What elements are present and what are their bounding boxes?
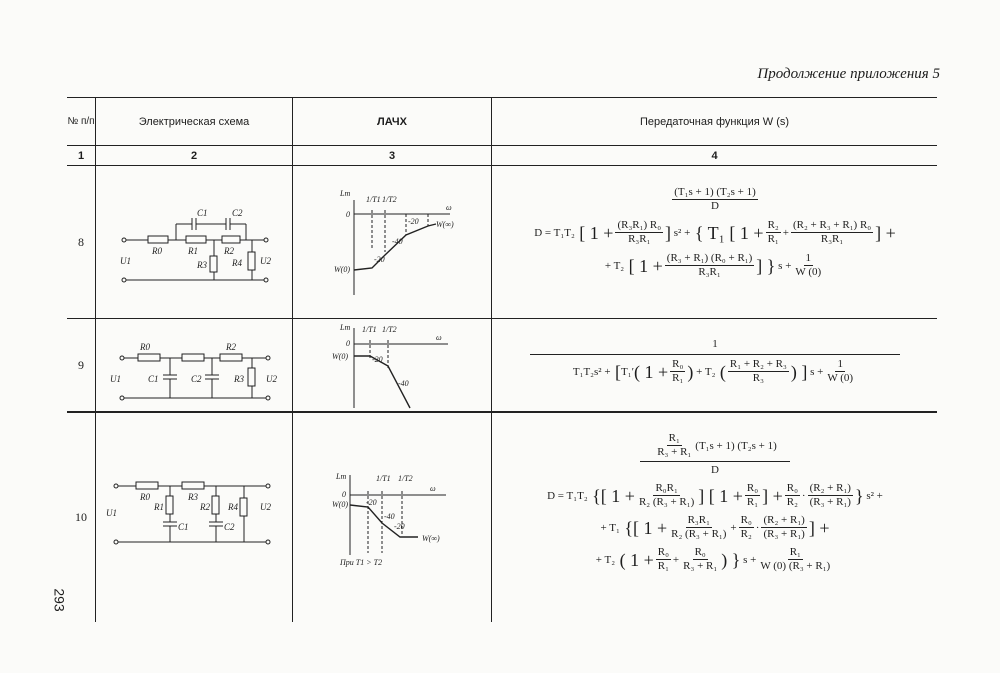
row-10-l1b-den: R₁ bbox=[746, 496, 759, 508]
continuation-title: Продолжение приложения 5 bbox=[757, 66, 940, 82]
row-9-bode-t1: 1/T1 bbox=[362, 325, 377, 334]
row-10-bode-lm: Lm bbox=[336, 472, 347, 481]
row-9-den-a: T₁T₂s² + bbox=[572, 365, 611, 378]
row-8-label-u1: U1 bbox=[120, 256, 131, 266]
row-10-top-b: (T₁s + 1) (T₂s + 1) bbox=[695, 439, 777, 452]
row-10-l2b-den: R₂ bbox=[740, 528, 752, 540]
row-8-l2c-den: W (0) bbox=[795, 266, 822, 278]
row-9-number: 9 bbox=[78, 357, 84, 372]
row-10-l1c-den: R₂ bbox=[786, 496, 798, 508]
row-9-bode-omega: ω bbox=[436, 333, 442, 342]
row-10-l2c-num: (R₂ + R₁) bbox=[763, 514, 805, 526]
row-10-bode-t2: 1/T2 bbox=[398, 474, 413, 483]
header-num-2: 2 bbox=[190, 149, 198, 162]
row-10-l3a-den: R₁ bbox=[657, 560, 669, 572]
row-8-l2c-num: 1 bbox=[805, 252, 812, 264]
row-10-bode-slope3: -20 bbox=[394, 522, 405, 531]
row-10-l1e: s² + bbox=[866, 489, 883, 502]
row-8-circuit-diagram bbox=[100, 190, 290, 300]
row-10-l3d-num: R₁ bbox=[789, 546, 801, 558]
row-8-bode-t2: 1/T2 bbox=[382, 195, 397, 204]
row-8-top-den: D bbox=[711, 200, 719, 212]
row-9-bode-slope2: -40 bbox=[398, 379, 409, 388]
row-10-l3d-den: W (0) (R₃ + R₁) bbox=[760, 560, 831, 572]
row-8-label-r1: R1 bbox=[188, 246, 198, 256]
row-10-l1c-num: R₀ bbox=[786, 482, 798, 494]
header-bode: ЛАЧХ bbox=[377, 115, 407, 128]
page-number: 293 bbox=[51, 588, 68, 612]
row-10-number: 10 bbox=[75, 510, 87, 524]
row-10-l2a-den: R₂ (R₃ + R₁) bbox=[671, 528, 727, 540]
row-8-label-r0: R0 bbox=[152, 246, 162, 256]
header-number: № п/п bbox=[67, 115, 95, 127]
row-8-bode-slope1: -20 bbox=[374, 255, 385, 264]
row-9-num: 1 bbox=[712, 338, 718, 350]
row-8-label-c1: C1 bbox=[197, 208, 208, 218]
row-9-bode-plot bbox=[310, 320, 485, 410]
row-10-line3-lhs: + T₂ bbox=[595, 553, 616, 566]
row-9-label-c2: C2 bbox=[191, 374, 202, 384]
row-8-bode-t1: 1/T1 bbox=[366, 195, 381, 204]
row-9-bode-w0: W(0) bbox=[332, 352, 348, 361]
row-8-bode-omega: ω bbox=[446, 203, 452, 212]
row-8-top-num: (T₁s + 1) (T₂s + 1) bbox=[674, 186, 756, 198]
row-10-circuit-diagram bbox=[100, 470, 290, 550]
row-8-label-r3: R3 bbox=[197, 260, 207, 270]
row-10-l1b-num: R₀ bbox=[746, 482, 759, 494]
row-9-den-g-num: 1 bbox=[837, 358, 843, 370]
row-8-line2-lhs: + T₂ bbox=[604, 259, 625, 272]
row-9-circuit-diagram bbox=[100, 330, 290, 410]
row-9-label-r0: R0 bbox=[140, 342, 150, 352]
row-10-l3c: s + bbox=[743, 553, 757, 566]
header-circuit: Электрическая схема bbox=[138, 115, 250, 128]
header-num-4: 4 bbox=[711, 149, 718, 162]
row-9-den-c-num: R₀ bbox=[672, 358, 684, 370]
row-8-label-u2: U2 bbox=[260, 256, 271, 266]
row-10-label-r0: R0 bbox=[140, 492, 150, 502]
row-10-bode-winf: W(∞) bbox=[422, 534, 440, 543]
header-num-1: 1 bbox=[77, 149, 85, 162]
row-8-l1c-den: R₁ bbox=[767, 233, 779, 245]
row-8-l1a-den: R₃R₁ bbox=[628, 233, 651, 245]
row-10-bode-slope1: -20 bbox=[366, 498, 377, 507]
row-10-label-c2: C2 bbox=[224, 522, 235, 532]
row-10-bode-t1: 1/T1 bbox=[376, 474, 391, 483]
row-10-label-c1: C1 bbox=[178, 522, 189, 532]
row-8-l1d-den: R₃R₁ bbox=[820, 233, 844, 245]
row-10-l3b-den: R₃ + R₁ bbox=[683, 560, 718, 572]
row-8-bode-w0: W(0) bbox=[334, 265, 350, 274]
row-10-line1-lhs: D = T₁T₂ bbox=[547, 489, 588, 502]
row-9-den-f: s + bbox=[810, 365, 824, 378]
header-transfer-function: Передаточная функция W (s) bbox=[639, 115, 790, 128]
row-10-bode-w0: W(0) bbox=[332, 500, 348, 509]
row-8-bode-slope3: -20 bbox=[408, 217, 419, 226]
row-8-label-c2: C2 bbox=[232, 208, 243, 218]
row-8-l1a-num: (R₃R₁) R₀ bbox=[617, 219, 662, 231]
row-9-label-u2: U2 bbox=[266, 374, 277, 384]
row-10-l1d-den: (R₃ + R₁) bbox=[809, 496, 851, 508]
row-10-l1a-den: R₂ (R₃ + R₁) bbox=[638, 496, 695, 508]
row-10-l1a-num: R₀R₁ bbox=[655, 482, 678, 494]
row-10-bode-note: При T1 > T2 bbox=[340, 558, 383, 567]
row-8-bode-winf: W(∞) bbox=[436, 220, 454, 229]
row-9-den-g-den: W (0) bbox=[827, 372, 854, 384]
row-9-transfer-function: 1 T₁T₂s² + [ T₁′ ( 1 + $\frac{\text{R₀}}{\text{R₁}}$ ) + T₂ ( $\frac{\text{R₁ + R₂ + R₃}}{\text{R₃}}$ ) ] s + $\frac{1}{W (0)}$ bbox=[520, 338, 910, 385]
row-10-transfer-function: $\frac{\text{R₁}}{\text{R₃ + R₁}}$ (T₁s + 1) (T₂s + 1) D D = T₁T₂ {[ 1 + $\frac{\text{R₀R₁}}{\text{R₂ (R₃ + R₁)}}$ ] [ 1 + $\frac{\text{R₀}}{\text{R₁}}$ ] + $\frac{\text{R₀}}{\text{R₂}}$ · $\frac{\text{(R₂ + R₁)}}{\text{(R₃ + R₁)}}$ } s² + + T₁ {[ 1 + $\frac{\text{R₃R₁}}{\text{R₂ (R₃ + R₁)}}$ + $\frac{\text{R₀}}{\text{R₂}}$ · $\frac{\text{(R₂ + R₁)}}{\text{(R₃ + R₁)}}$ ] + + T₂ ( 1 + $\frac{\text{R₀}}{\text{R₁}}$ + $\frac{\text{R₀}}{\text{R₃ + R₁}}$ ) } s + $\frac{\text{R₁}}{\text{W (0) (R₃ + R₁)}}$ bbox=[547, 432, 883, 572]
row-8-l1b: s² + bbox=[673, 226, 691, 239]
row-10-label-u2: U2 bbox=[260, 502, 271, 512]
row-8-l2b: s + bbox=[778, 259, 792, 272]
row-9-den-b: T₁′ bbox=[621, 365, 635, 378]
row-10-top-a-num: R₁ bbox=[668, 432, 680, 444]
header-num-3: 3 bbox=[388, 149, 396, 162]
row-10-l2b-num: R₀ bbox=[740, 514, 752, 526]
row-10-label-u1: U1 bbox=[106, 508, 117, 518]
row-10-label-r4: R4 bbox=[228, 502, 238, 512]
row-9-label-u1: U1 bbox=[110, 374, 121, 384]
row-9-label-r2: R2 bbox=[226, 342, 236, 352]
row-9-label-c1: C1 bbox=[148, 374, 159, 384]
row-8-l1c-num: R₂ bbox=[767, 219, 779, 231]
row-9-bode-zero: 0 bbox=[346, 339, 350, 348]
row-10-line2-lhs: + T₁ bbox=[600, 521, 620, 534]
row-9-den-e-num: R₁ + R₂ + R₃ bbox=[729, 358, 787, 370]
row-10-label-r1: R1 bbox=[154, 502, 164, 512]
row-10-l2c-den: (R₃ + R₁) bbox=[763, 528, 805, 540]
row-9-label-r3: R3 bbox=[234, 374, 244, 384]
row-10-label-r2: R2 bbox=[200, 502, 210, 512]
row-10-l2a-num: R₃R₁ bbox=[687, 514, 710, 526]
row-8-number: 8 bbox=[78, 234, 84, 249]
row-8-bode-slope2: -40 bbox=[392, 237, 403, 246]
row-10-top-a-den: R₃ + R₁ bbox=[657, 446, 692, 458]
row-8-line1-lhs: D = T₁T₂ bbox=[534, 226, 575, 239]
row-8-l2a-num: (R₃ + R₁) (R₀ + R₁) bbox=[666, 252, 753, 264]
row-8-l2a-den: R₃R₁ bbox=[698, 266, 721, 278]
row-10-l3b-num: R₀ bbox=[694, 546, 706, 558]
row-8-bode-zero: 0 bbox=[346, 210, 350, 219]
row-10-bode-omega: ω bbox=[430, 484, 436, 493]
row-8-transfer-function: $\frac{\text{(T₁s + 1) (T₂s + 1)}}{D}$ D = T₁T₂ [ 1 + $\frac{\text{(R₃R₁) R₀}}{\text{R₃R₁}}$ ] s² + { T₁ [ 1 + $\frac{\text{R₂}}{\text{R₁}}$ + $\frac{\text{(R₂ + R₃ + R₁) R₀}}{\text{R₃R₁}}$ ] + + T₂ [ 1 + $\frac{\text{(R₃ + R₁) (R₀ + R₁)}}{\text{R₃R₁}}$ ] } s + $\frac{1}{W (0)}$ bbox=[534, 186, 896, 278]
row-10-l1d-num: (R₂ + R₁) bbox=[809, 482, 851, 494]
row-9-den-c-den: R₁ bbox=[672, 372, 684, 384]
row-8-label-r4: R4 bbox=[232, 258, 242, 268]
row-8-bode-plot bbox=[310, 180, 485, 300]
row-9-bode-slope1: -20 bbox=[372, 355, 383, 364]
row-10-label-r3: R3 bbox=[188, 492, 198, 502]
row-8-l1d-num: (R₂ + R₃ + R₁) R₀ bbox=[792, 219, 872, 231]
row-8-label-r2: R2 bbox=[224, 246, 234, 256]
row-10-top-den: D bbox=[711, 464, 719, 476]
row-9-den-d: + T₂ bbox=[696, 365, 716, 378]
row-9-bode-t2: 1/T2 bbox=[382, 325, 397, 334]
row-10-l3a-num: R₀ bbox=[657, 546, 669, 558]
row-9-bode-lm: Lm bbox=[340, 323, 351, 332]
row-10-bode-plot bbox=[310, 465, 485, 575]
row-10-bode-zero: 0 bbox=[342, 490, 346, 499]
row-9-den-e-den: R₃ bbox=[752, 372, 764, 384]
row-8-bode-lm: Lm bbox=[340, 189, 351, 198]
row-10-bode-slope2: -40 bbox=[384, 512, 395, 521]
